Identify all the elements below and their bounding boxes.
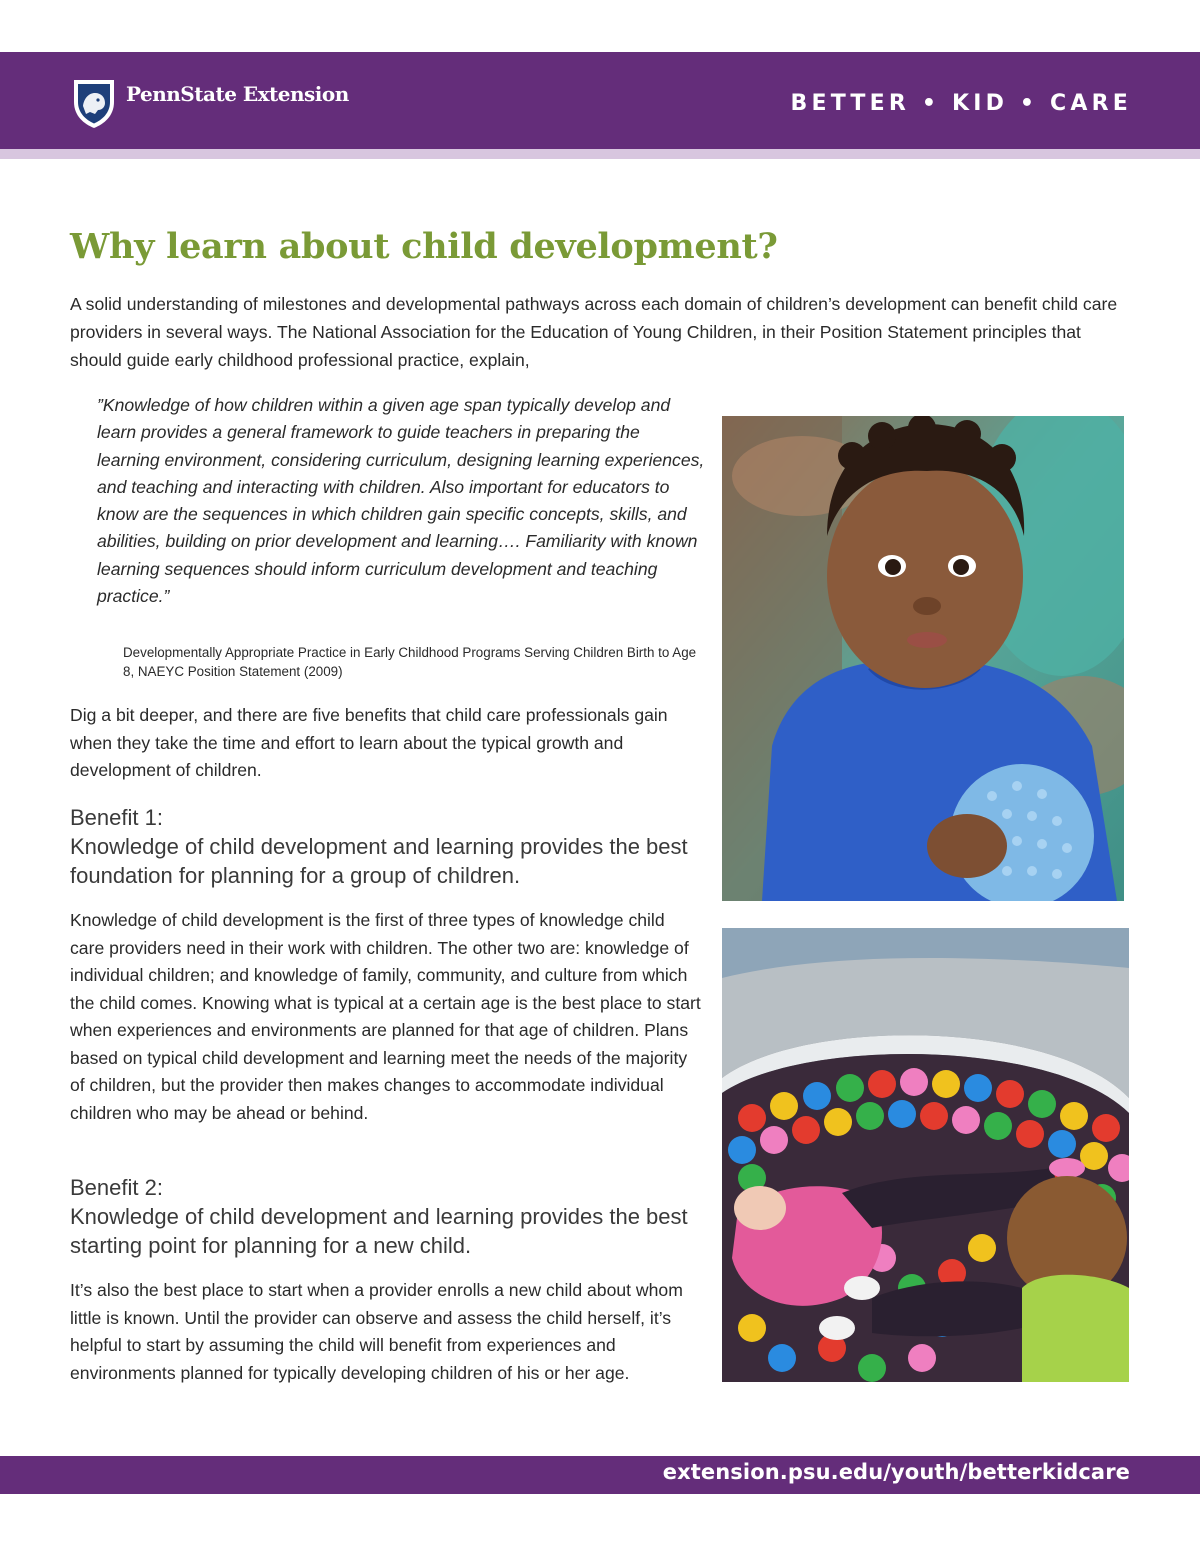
- ball-pit-photo: [722, 928, 1129, 1382]
- naeyc-quote: ”Knowledge of how children within a given age span typically develop and learn provides a general framework to guide teachers in preparing the learning environment, considering curriculum, designing learning experiences, and teaching and interacting with children. Also important for educators to know are the sequences in which children gain specific concepts, skills, and abilities, building on prior development and learning…. Familiarity with known learning sequences should inform curriculum development and teaching practice.”: [97, 395, 705, 607]
- quote-citation: Developmentally Appropriate Practice in Early Childhood Programs Serving Children Birth to Age 8, NAEYC Position Statement (2009): [123, 645, 697, 679]
- benefit-1-label: Benefit 1:: [70, 805, 163, 830]
- penn-state-extension-logo[interactable]: [70, 76, 349, 130]
- header-stripe: [0, 149, 1200, 159]
- footer-bar: [0, 1456, 1200, 1494]
- benefit-2-heading: [70, 1173, 710, 1260]
- benefit-2-label: Benefit 2:: [70, 1175, 163, 1200]
- benefit-1-heading: [70, 803, 710, 890]
- page-title: Why learn about child development?: [70, 226, 778, 267]
- five-benefits-paragraph: Dig a bit deeper, and there are five benefits that child care professionals gain when they take the time and effort to learn about the typical growth and development of children.: [70, 705, 668, 780]
- benefit-2-body: It’s also the best place to start when a provider enrolls a new child about whom little is known. Until the provider can observe and assess the child herself, it’s helpful to start by assuming the child will benefit from experiences and environments planned for typically developing children of his or her age.: [70, 1280, 683, 1383]
- benefit-1-body: Knowledge of child development is the first of three types of knowledge child care providers need in their work with children. The other two are: knowledge of individual children; and knowledge of family, community, and culture from which the child comes. Knowing what is typical at a certain age is the best place to start when experiences and environments are planned for that age of children. Plans based on typical child development and learning meet the needs of the majority of children, but the provider then makes changes to accommodate individual children who may be ahead or behind.: [70, 910, 701, 1123]
- intro-paragraph: A solid understanding of milestones and developmental pathways across each domain of children’s development can benefit child care providers in several ways. The National Association for the Education of Young Children, in their Position Statement principles that should guide early childhood professional practice, explain,: [70, 294, 1118, 370]
- logo-text: PennState Extension: [126, 82, 349, 106]
- benefit-1-title: Knowledge of child development and learning provides the best foundation for planning for a group of children.: [70, 834, 688, 888]
- better-kid-care-tagline: BETTER • KID • CARE: [790, 91, 1132, 116]
- footer-url-link[interactable]: extension.psu.edu/youth/betterkidcare: [662, 1460, 1130, 1484]
- benefit-2-title: Knowledge of child development and learning provides the best starting point for planning for a new child.: [70, 1204, 688, 1258]
- toddler-photo: [722, 416, 1124, 901]
- shield-icon: [70, 76, 118, 130]
